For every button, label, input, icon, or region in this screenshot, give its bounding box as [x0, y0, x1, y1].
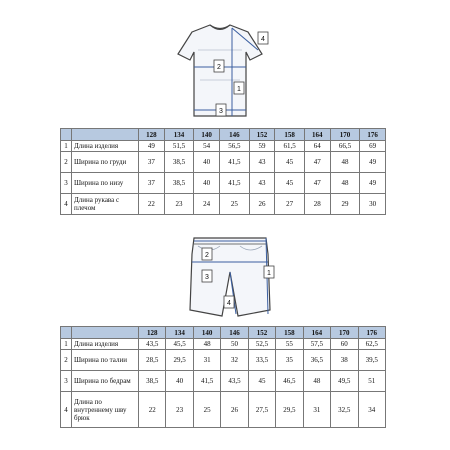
cell-value: 60	[331, 339, 358, 350]
cell-value: 41,5	[220, 152, 250, 173]
table-row	[61, 371, 386, 392]
cell-value: 22	[139, 392, 166, 428]
cell-value: 62,5	[358, 339, 386, 350]
cell-value: 29,5	[276, 392, 303, 428]
tshirt-label-3-text: 3	[219, 108, 223, 115]
table-row	[61, 350, 386, 371]
row-number: 4	[61, 194, 72, 215]
cell-value: 40	[194, 152, 220, 173]
cell-value: 51,5	[164, 141, 194, 152]
table-row	[61, 194, 386, 215]
tshirt-size-table	[60, 128, 386, 215]
cell-value: 57,5	[303, 339, 330, 350]
cell-value: 27	[275, 194, 305, 215]
cell-value: 66,5	[330, 141, 360, 152]
tshirt-table-header	[61, 129, 386, 141]
cell-value: 24	[194, 194, 220, 215]
cell-value: 23	[166, 392, 193, 428]
cell-value: 29	[330, 194, 360, 215]
cell-value: 49,5	[331, 371, 358, 392]
cell-value: 28	[304, 194, 330, 215]
table-row	[61, 152, 386, 173]
cell-value: 43,5	[139, 339, 166, 350]
size-header: 134	[164, 129, 194, 141]
row-name: Длина по внутреннему шву брюк	[72, 392, 139, 428]
size-header: 164	[304, 129, 330, 141]
shorts-label-4-text: 4	[227, 300, 231, 307]
cell-value: 69	[360, 141, 386, 152]
size-header: 140	[194, 129, 220, 141]
cell-value: 29,5	[166, 350, 193, 371]
shorts-diagram-icon	[180, 232, 280, 320]
cell-value: 41,5	[220, 173, 250, 194]
cell-value: 54	[194, 141, 220, 152]
cell-value: 38,5	[164, 152, 194, 173]
size-header: 164	[303, 327, 330, 339]
size-header: 128	[139, 129, 165, 141]
cell-value: 38,5	[164, 173, 194, 194]
cell-value: 39,5	[358, 350, 386, 371]
row-number: 4	[61, 392, 72, 428]
cell-value: 43,5	[221, 371, 248, 392]
cell-value: 51	[358, 371, 386, 392]
row-name: Ширина по бедрам	[72, 371, 139, 392]
row-number: 1	[61, 339, 72, 350]
shorts-label-2-text: 2	[205, 252, 209, 259]
size-header: 176	[360, 129, 386, 141]
table-row	[61, 141, 386, 152]
size-header: 140	[193, 327, 220, 339]
cell-value: 49	[360, 152, 386, 173]
row-name: Ширина по низу	[72, 173, 139, 194]
cell-value: 64	[304, 141, 330, 152]
table-row	[61, 392, 386, 428]
cell-value: 33,5	[248, 350, 275, 371]
cell-value: 43	[249, 173, 275, 194]
cell-value: 32	[221, 350, 248, 371]
cell-value: 45	[248, 371, 275, 392]
cell-value: 43	[249, 152, 275, 173]
size-header: 158	[276, 327, 303, 339]
table-row	[61, 339, 386, 350]
cell-value: 31	[303, 392, 330, 428]
cell-value: 59	[249, 141, 275, 152]
size-header: 146	[221, 327, 248, 339]
shorts-size-table	[60, 326, 386, 428]
size-header: 170	[330, 129, 360, 141]
row-name: Длина изделия	[72, 339, 139, 350]
row-number: 2	[61, 152, 72, 173]
cell-value: 38,5	[139, 371, 166, 392]
cell-value: 48	[303, 371, 330, 392]
cell-value: 36,5	[303, 350, 330, 371]
cell-value: 37	[139, 173, 165, 194]
tshirt-label-1-text: 1	[237, 86, 241, 93]
cell-value: 49	[139, 141, 165, 152]
cell-value: 52,5	[248, 339, 275, 350]
cell-value: 40	[166, 371, 193, 392]
size-header: 152	[248, 327, 275, 339]
cell-value: 26	[221, 392, 248, 428]
row-name: Длина рукава с плечом	[72, 194, 139, 215]
row-number: 1	[61, 141, 72, 152]
row-name: Ширина по груди	[72, 152, 139, 173]
cell-value: 55	[276, 339, 303, 350]
row-number: 3	[61, 173, 72, 194]
size-header: 128	[139, 327, 166, 339]
shorts-table-header	[61, 327, 386, 339]
row-number: 2	[61, 350, 72, 371]
size-header: 170	[331, 327, 358, 339]
cell-value: 48	[330, 173, 360, 194]
table-row	[61, 173, 386, 194]
cell-value: 38	[331, 350, 358, 371]
cell-value: 35	[276, 350, 303, 371]
row-name: Длина изделия	[72, 141, 139, 152]
row-name: Ширина по талии	[72, 350, 139, 371]
cell-value: 22	[139, 194, 165, 215]
cell-value: 26	[249, 194, 275, 215]
cell-value: 47	[304, 152, 330, 173]
cell-value: 45	[275, 152, 305, 173]
row-number: 3	[61, 371, 72, 392]
size-header: 176	[358, 327, 386, 339]
cell-value: 25	[193, 392, 220, 428]
cell-value: 23	[164, 194, 194, 215]
cell-value: 47	[304, 173, 330, 194]
cell-value: 46,5	[276, 371, 303, 392]
shorts-label-3-text: 3	[205, 274, 209, 281]
size-header: 158	[275, 129, 305, 141]
cell-value: 49	[360, 173, 386, 194]
cell-value: 41,5	[193, 371, 220, 392]
tshirt-label-2-text: 2	[217, 64, 221, 71]
tshirt-label-4-text: 4	[261, 36, 265, 43]
cell-value: 37	[139, 152, 165, 173]
cell-value: 28,5	[139, 350, 166, 371]
cell-value: 48	[330, 152, 360, 173]
tshirt-diagram-icon	[170, 20, 280, 120]
cell-value: 45,5	[166, 339, 193, 350]
cell-value: 32,5	[331, 392, 358, 428]
cell-value: 48	[193, 339, 220, 350]
cell-value: 30	[360, 194, 386, 215]
cell-value: 45	[275, 173, 305, 194]
size-header: 134	[166, 327, 193, 339]
cell-value: 61,5	[275, 141, 305, 152]
shorts-label-1-text: 1	[267, 270, 271, 277]
cell-value: 25	[220, 194, 250, 215]
cell-value: 50	[221, 339, 248, 350]
cell-value: 31	[193, 350, 220, 371]
cell-value: 40	[194, 173, 220, 194]
size-header: 152	[249, 129, 275, 141]
cell-value: 27,5	[248, 392, 275, 428]
cell-value: 56,5	[220, 141, 250, 152]
cell-value: 34	[358, 392, 386, 428]
size-header: 146	[220, 129, 250, 141]
